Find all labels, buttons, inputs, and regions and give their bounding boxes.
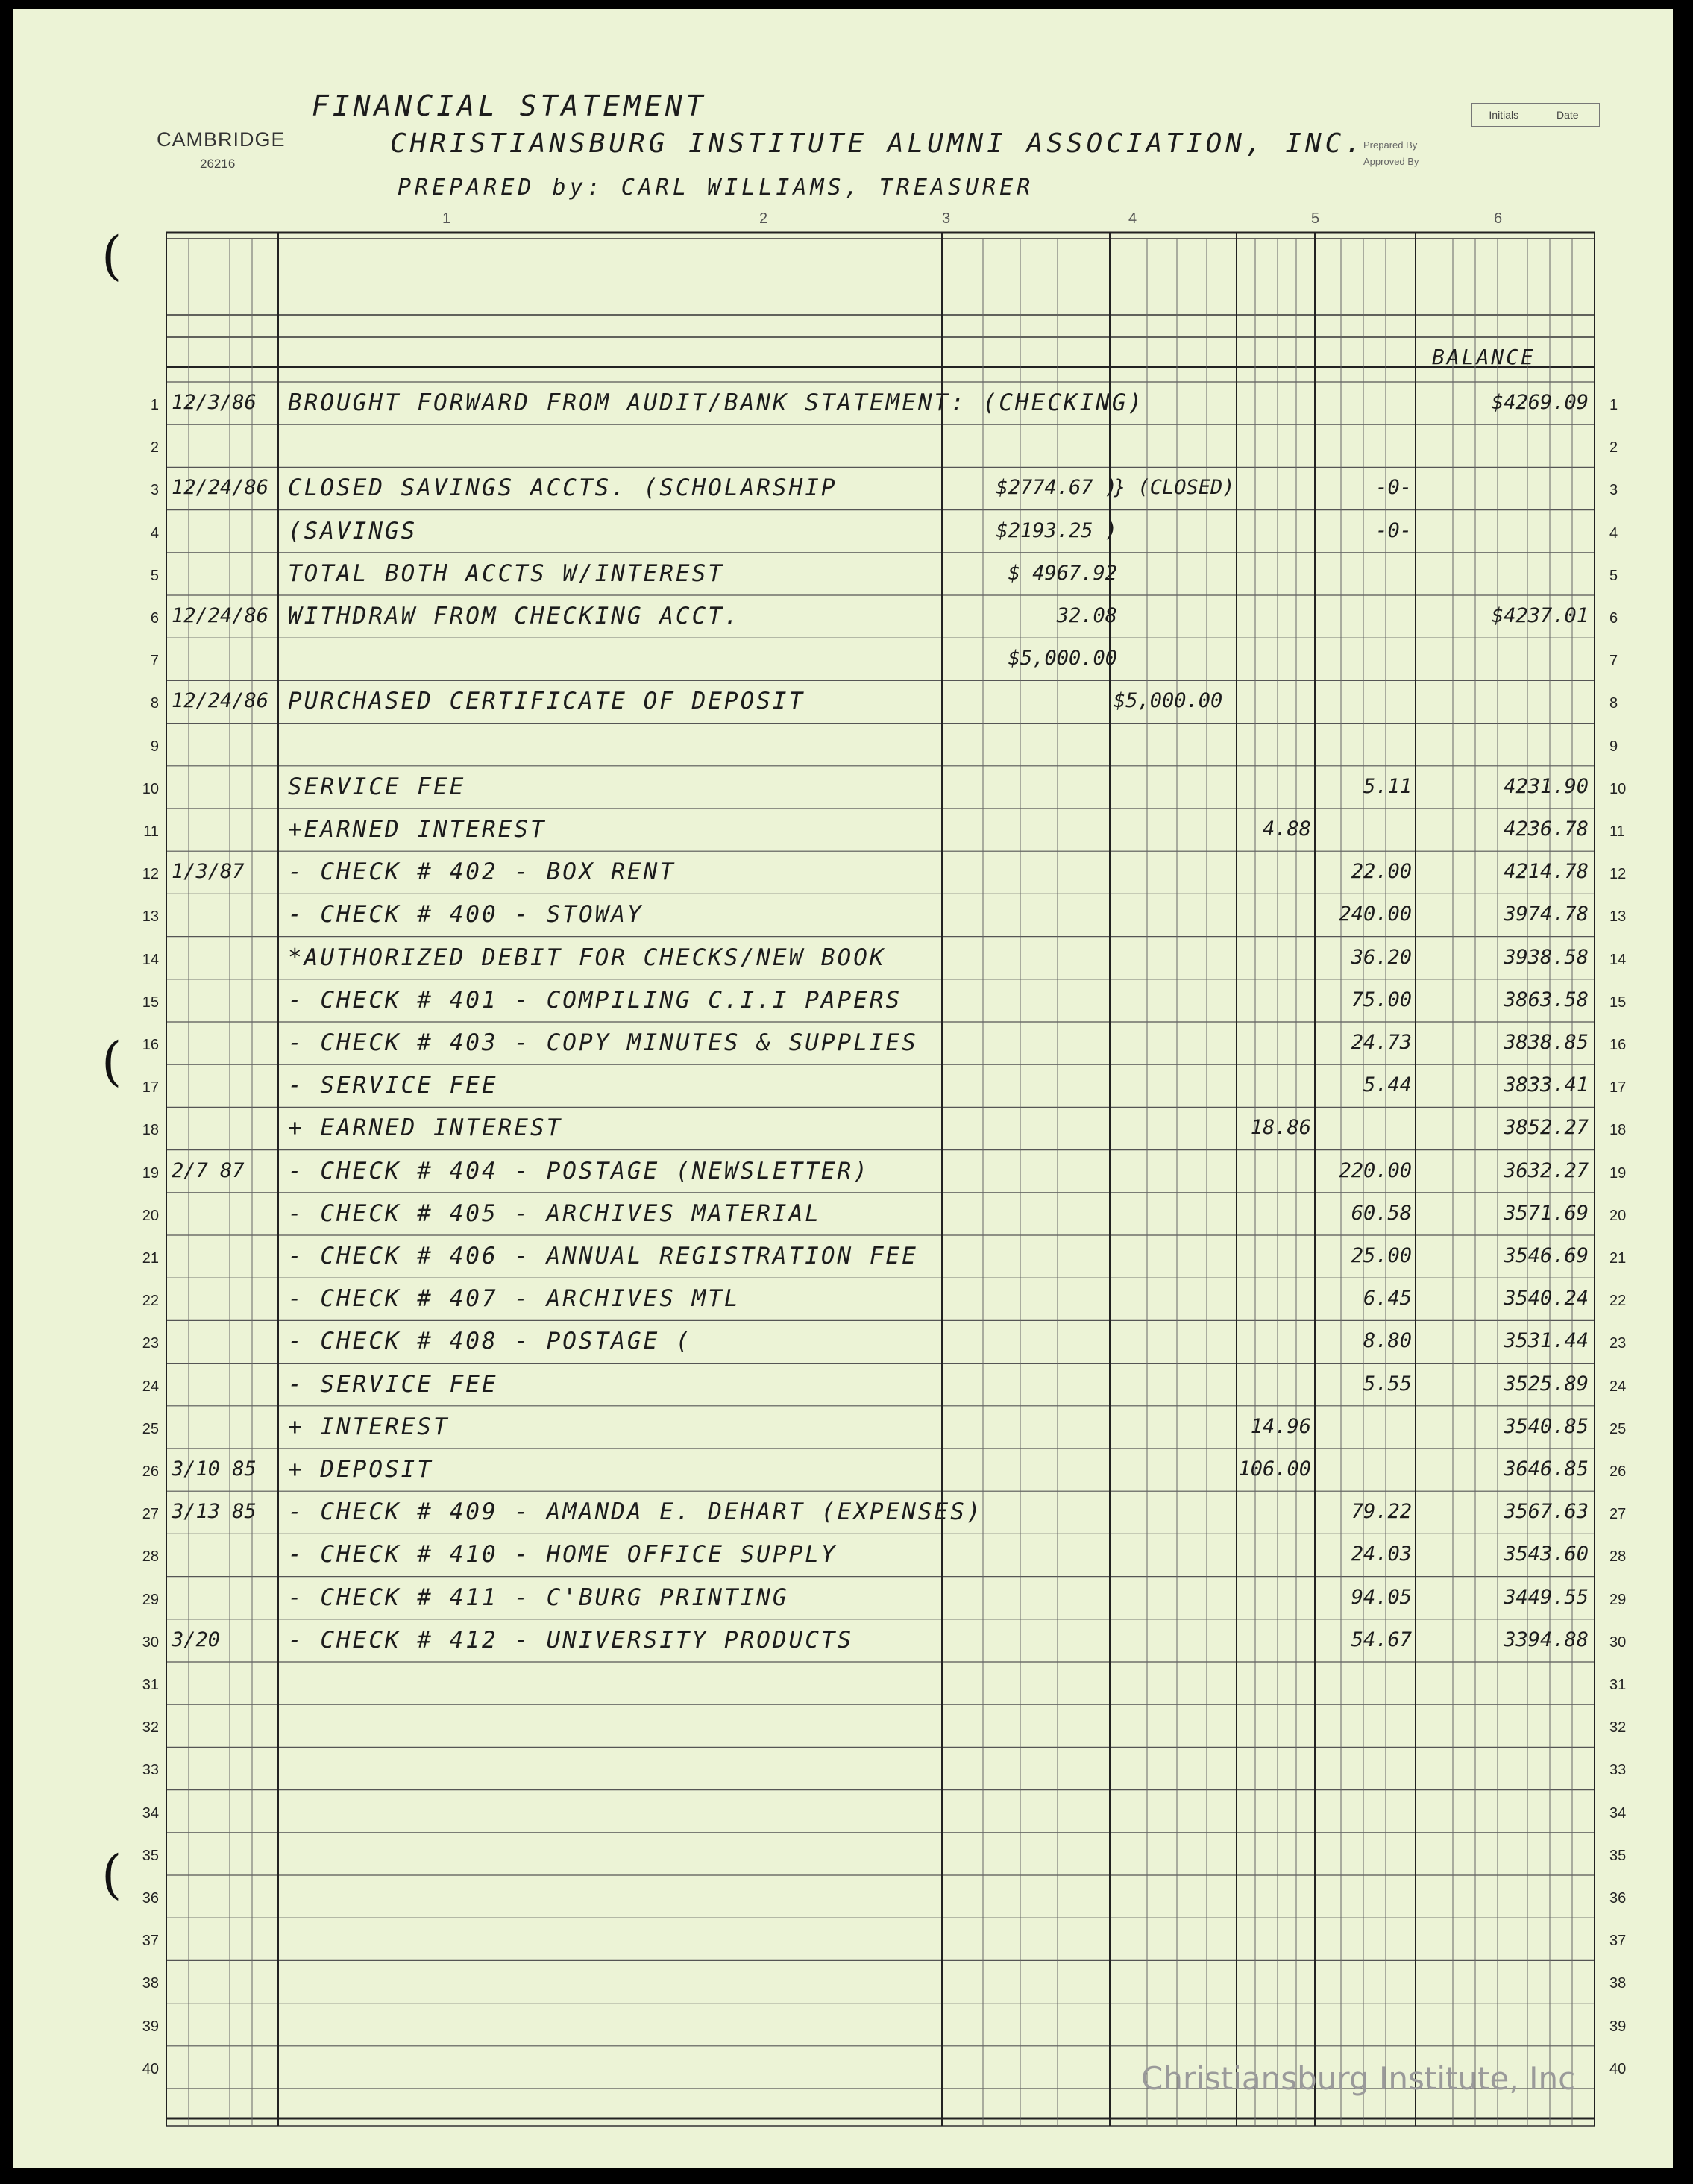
row-number: 17 xyxy=(142,1079,159,1096)
brand-code: 26216 xyxy=(200,157,236,171)
row-number: 1 xyxy=(150,397,159,413)
balance-amount: 3833.41 xyxy=(1504,1073,1589,1097)
debit-amount: 5.44 xyxy=(1363,1073,1412,1097)
balance-amount: 3567.63 xyxy=(1504,1500,1589,1524)
watermark: Christiansburg Institute, Inc xyxy=(1141,2060,1576,2097)
balance-amount: 3525.89 xyxy=(1504,1372,1589,1396)
row-number-right: 17 xyxy=(1609,1079,1627,1096)
row-number: 8 xyxy=(150,695,159,712)
row-number: 35 xyxy=(142,1847,159,1864)
debit-amount: 79.22 xyxy=(1351,1500,1412,1524)
row-number: 16 xyxy=(142,1037,159,1053)
row-number-right: 1 xyxy=(1609,397,1618,413)
row-number-right: 11 xyxy=(1609,823,1625,840)
row-number: 12 xyxy=(142,866,159,883)
row-number-right: 7 xyxy=(1609,653,1618,670)
entry-description: - CHECK # 404 - POSTAGE (NEWSLETTER) xyxy=(288,1157,870,1184)
row-number: 20 xyxy=(142,1207,159,1224)
balance-header: BALANCE xyxy=(1432,345,1536,369)
entry-description: + INTEREST xyxy=(288,1413,450,1440)
entry-date: 12/24/86 xyxy=(172,476,269,500)
entry-description: - CHECK # 410 - HOME OFFICE SUPPLY xyxy=(288,1541,838,1569)
binder-hole-mark: ( xyxy=(101,1031,122,1092)
approval-block xyxy=(1363,137,1468,170)
column-3-amount: $5,000.00 xyxy=(1008,647,1117,671)
brand-logo: CAMBRIDGE xyxy=(157,128,286,151)
column-number: 2 xyxy=(759,210,768,227)
row-number: 19 xyxy=(142,1164,159,1182)
ledger-page xyxy=(13,9,1673,2168)
row-number: 36 xyxy=(142,1890,159,1907)
row-number-right: 34 xyxy=(1609,1804,1627,1821)
entry-description: - SERVICE FEE xyxy=(288,1072,498,1099)
entry-description: - CHECK # 408 - POSTAGE ( xyxy=(288,1328,692,1355)
row-number: 14 xyxy=(142,951,159,968)
balance-amount: 4214.78 xyxy=(1504,860,1589,884)
entry-description: - CHECK # 400 - STOWAY xyxy=(288,901,644,929)
entry-description: SERVICE FEE xyxy=(288,773,466,800)
balance-amount: 3540.24 xyxy=(1504,1287,1589,1311)
debit-amount: 8.80 xyxy=(1363,1329,1412,1353)
binder-hole-mark: ( xyxy=(101,1844,122,1905)
row-number-right: 18 xyxy=(1609,1122,1627,1139)
row-number-right: 21 xyxy=(1609,1250,1627,1267)
debit-amount: 5.55 xyxy=(1363,1372,1412,1396)
column-3-amount: $ 4967.92 xyxy=(1008,561,1117,585)
row-number-right: 22 xyxy=(1609,1293,1627,1310)
prepared-by: PREPARED by: CARL WILLIAMS, TREASURER xyxy=(398,175,1034,201)
row-number: 7 xyxy=(150,653,159,670)
row-number-right: 14 xyxy=(1609,951,1627,968)
column-number: 6 xyxy=(1494,210,1503,227)
column-4-amount: } (CLOSED) xyxy=(1114,476,1235,500)
row-number: 6 xyxy=(150,610,159,627)
debit-amount: 25.00 xyxy=(1351,1244,1412,1267)
row-number: 15 xyxy=(142,994,159,1011)
row-number-right: 32 xyxy=(1609,1719,1627,1736)
entry-description: WITHDRAW FROM CHECKING ACCT. xyxy=(288,603,741,630)
row-number-right: 28 xyxy=(1609,1548,1627,1566)
debit-amount: 22.00 xyxy=(1351,860,1412,884)
row-number: 30 xyxy=(142,1634,159,1651)
credit-amount: 106.00 xyxy=(1238,1457,1311,1481)
stamp-initials-label: Initials xyxy=(1489,109,1519,121)
balance-amount: 3646.85 xyxy=(1504,1457,1589,1481)
row-number: 4 xyxy=(150,524,159,542)
row-number-right: 13 xyxy=(1609,909,1627,926)
row-number: 22 xyxy=(142,1293,159,1310)
entry-description: +EARNED INTEREST xyxy=(288,816,547,843)
row-number-right: 24 xyxy=(1609,1378,1627,1395)
row-number-right: 2 xyxy=(1609,439,1618,456)
balance-amount: 3543.60 xyxy=(1504,1543,1589,1566)
debit-amount: 36.20 xyxy=(1351,945,1412,969)
entry-description: - CHECK # 411 - C'BURG PRINTING xyxy=(288,1584,789,1611)
entry-description: - CHECK # 406 - ANNUAL REGISTRATION FEE xyxy=(288,1243,918,1270)
balance-amount: 3546.69 xyxy=(1504,1244,1589,1267)
row-number-right: 6 xyxy=(1609,610,1618,627)
row-number: 3 xyxy=(150,482,159,499)
entry-description: CLOSED SAVINGS ACCTS. (SCHOLARSHIP xyxy=(288,474,838,502)
row-number: 2 xyxy=(150,439,159,456)
entry-description: BROUGHT FORWARD FROM AUDIT/BANK STATEMENT: (CHECKING) xyxy=(288,389,1145,416)
balance-amount: $4269.09 xyxy=(1491,391,1589,414)
entry-description: - CHECK # 409 - AMANDA E. DEHART (EXPENSES) xyxy=(288,1499,983,1526)
row-number-right: 33 xyxy=(1609,1762,1627,1779)
balance-amount: 3838.85 xyxy=(1504,1031,1589,1054)
row-number-right: 39 xyxy=(1609,2018,1627,2035)
entry-date: 2/7 87 xyxy=(172,1158,245,1182)
row-number: 23 xyxy=(142,1335,159,1352)
row-number: 13 xyxy=(142,909,159,926)
row-number: 33 xyxy=(142,1762,159,1779)
row-number: 40 xyxy=(142,2060,159,2077)
balance-amount: 3852.27 xyxy=(1504,1116,1589,1140)
balance-amount: 4231.90 xyxy=(1504,774,1589,798)
entry-description: TOTAL BOTH ACCTS W/INTEREST xyxy=(288,559,724,587)
entry-date: 12/24/86 xyxy=(172,604,269,627)
row-number: 28 xyxy=(142,1548,159,1566)
debit-amount: 24.03 xyxy=(1351,1543,1412,1566)
entry-description: - CHECK # 412 - UNIVERSITY PRODUCTS xyxy=(288,1626,854,1654)
debit-amount: 6.45 xyxy=(1363,1287,1412,1311)
entry-description: - CHECK # 405 - ARCHIVES MATERIAL xyxy=(288,1199,821,1227)
row-number-right: 20 xyxy=(1609,1207,1627,1224)
column-number: 1 xyxy=(442,210,451,227)
column-4-amount: $5,000.00 xyxy=(1114,689,1223,713)
entry-date: 3/20 xyxy=(172,1628,221,1651)
row-number-right: 3 xyxy=(1609,482,1618,499)
row-number-right: 31 xyxy=(1609,1677,1627,1693)
row-number: 37 xyxy=(142,1933,159,1950)
balance-amount: 3571.69 xyxy=(1504,1201,1589,1225)
initials-date-stamp xyxy=(1471,103,1600,127)
balance-amount: 3974.78 xyxy=(1504,903,1589,926)
row-number-right: 9 xyxy=(1609,738,1618,755)
row-number-right: 35 xyxy=(1609,1847,1627,1864)
debit-amount: 220.00 xyxy=(1339,1158,1412,1182)
entry-date: 1/3/87 xyxy=(172,860,245,884)
debit-amount: 24.73 xyxy=(1351,1031,1412,1054)
row-number: 34 xyxy=(142,1804,159,1821)
row-number: 27 xyxy=(142,1506,159,1523)
balance-amount: $4237.01 xyxy=(1491,604,1589,627)
binder-hole-mark: ( xyxy=(101,225,122,286)
entry-description: - CHECK # 401 - COMPILING C.I.I PAPERS xyxy=(288,986,902,1014)
debit-amount: 240.00 xyxy=(1339,903,1412,926)
debit-amount: 60.58 xyxy=(1351,1201,1412,1225)
debit-amount: 5.11 xyxy=(1363,774,1412,798)
credit-amount: 18.86 xyxy=(1250,1116,1311,1140)
row-number: 39 xyxy=(142,2018,159,2035)
entry-description: PURCHASED CERTIFICATE OF DEPOSIT xyxy=(288,688,805,715)
balance-amount: 3863.58 xyxy=(1504,988,1589,1011)
column-3-amount: $2774.67 ) xyxy=(996,476,1117,500)
balance-amount: 3938.58 xyxy=(1504,945,1589,969)
column-number: 5 xyxy=(1311,210,1320,227)
debit-amount: 54.67 xyxy=(1351,1628,1412,1651)
row-number: 32 xyxy=(142,1719,159,1736)
row-number-right: 27 xyxy=(1609,1506,1627,1523)
debit-amount: 75.00 xyxy=(1351,988,1412,1011)
row-number-right: 10 xyxy=(1609,780,1627,797)
entry-date: 3/10 85 xyxy=(172,1457,257,1481)
row-number-right: 19 xyxy=(1609,1164,1627,1182)
row-number: 38 xyxy=(142,1975,159,1992)
row-number-right: 12 xyxy=(1609,866,1627,883)
row-number-right: 16 xyxy=(1609,1037,1627,1053)
entry-description: - CHECK # 402 - BOX RENT xyxy=(288,859,676,886)
row-number-right: 23 xyxy=(1609,1335,1627,1352)
entry-description: - CHECK # 407 - ARCHIVES MTL xyxy=(288,1285,741,1313)
column-3-amount: $2193.25 ) xyxy=(996,518,1117,542)
entry-description: *AUTHORIZED DEBIT FOR CHECKS/NEW BOOK xyxy=(288,944,886,971)
debit-amount: -0- xyxy=(1375,518,1412,542)
stamp-date-label: Date xyxy=(1536,104,1600,126)
entry-description: - SERVICE FEE xyxy=(288,1370,498,1398)
debit-amount: -0- xyxy=(1375,476,1412,500)
credit-amount: 4.88 xyxy=(1262,818,1311,841)
column-3-amount: 32.08 xyxy=(1056,604,1117,627)
row-number: 31 xyxy=(142,1677,159,1693)
row-number-right: 40 xyxy=(1609,2060,1627,2077)
credit-amount: 14.96 xyxy=(1250,1414,1311,1438)
row-number-right: 38 xyxy=(1609,1975,1627,1992)
row-number: 9 xyxy=(150,738,159,755)
row-number-right: 36 xyxy=(1609,1890,1627,1907)
prepared-label: Prepared By xyxy=(1363,139,1418,151)
column-number: 3 xyxy=(942,210,951,227)
row-number-right: 15 xyxy=(1609,994,1627,1011)
row-number: 10 xyxy=(142,780,159,797)
row-number: 25 xyxy=(142,1420,159,1437)
row-number: 26 xyxy=(142,1463,159,1480)
entry-date: 12/3/86 xyxy=(172,391,257,414)
balance-amount: 3531.44 xyxy=(1504,1329,1589,1353)
row-number-right: 26 xyxy=(1609,1463,1627,1480)
row-number-right: 8 xyxy=(1609,695,1618,712)
approved-label: Approved By xyxy=(1363,156,1419,167)
row-number-right: 37 xyxy=(1609,1933,1627,1950)
row-number-right: 29 xyxy=(1609,1591,1627,1608)
row-number: 18 xyxy=(142,1122,159,1139)
balance-amount: 3632.27 xyxy=(1504,1158,1589,1182)
statement-title: FINANCIAL STATEMENT xyxy=(312,90,707,122)
entry-description: - CHECK # 403 - COPY MINUTES & SUPPLIES xyxy=(288,1029,918,1056)
entry-description: + EARNED INTEREST xyxy=(288,1114,563,1142)
entry-date: 12/24/86 xyxy=(172,689,269,713)
entry-description: + DEPOSIT xyxy=(288,1456,433,1483)
row-number: 11 xyxy=(143,823,159,840)
row-number-right: 4 xyxy=(1609,524,1618,542)
row-number: 24 xyxy=(142,1378,159,1395)
balance-amount: 3394.88 xyxy=(1504,1628,1589,1651)
column-number: 4 xyxy=(1128,210,1137,227)
entry-date: 3/13 85 xyxy=(172,1500,257,1524)
balance-amount: 4236.78 xyxy=(1504,818,1589,841)
organization-name: CHRISTIANSBURG INSTITUTE ALUMNI ASSOCIATION, INC. xyxy=(390,128,1366,159)
row-number-right: 30 xyxy=(1609,1634,1627,1651)
balance-amount: 3540.85 xyxy=(1504,1414,1589,1438)
row-number: 5 xyxy=(150,567,159,584)
row-number: 21 xyxy=(142,1250,159,1267)
row-number-right: 5 xyxy=(1609,567,1618,584)
debit-amount: 94.05 xyxy=(1351,1585,1412,1609)
balance-amount: 3449.55 xyxy=(1504,1585,1589,1609)
row-number-right: 25 xyxy=(1609,1420,1627,1437)
entry-description: (SAVINGS xyxy=(288,517,418,545)
row-number: 29 xyxy=(142,1591,159,1608)
